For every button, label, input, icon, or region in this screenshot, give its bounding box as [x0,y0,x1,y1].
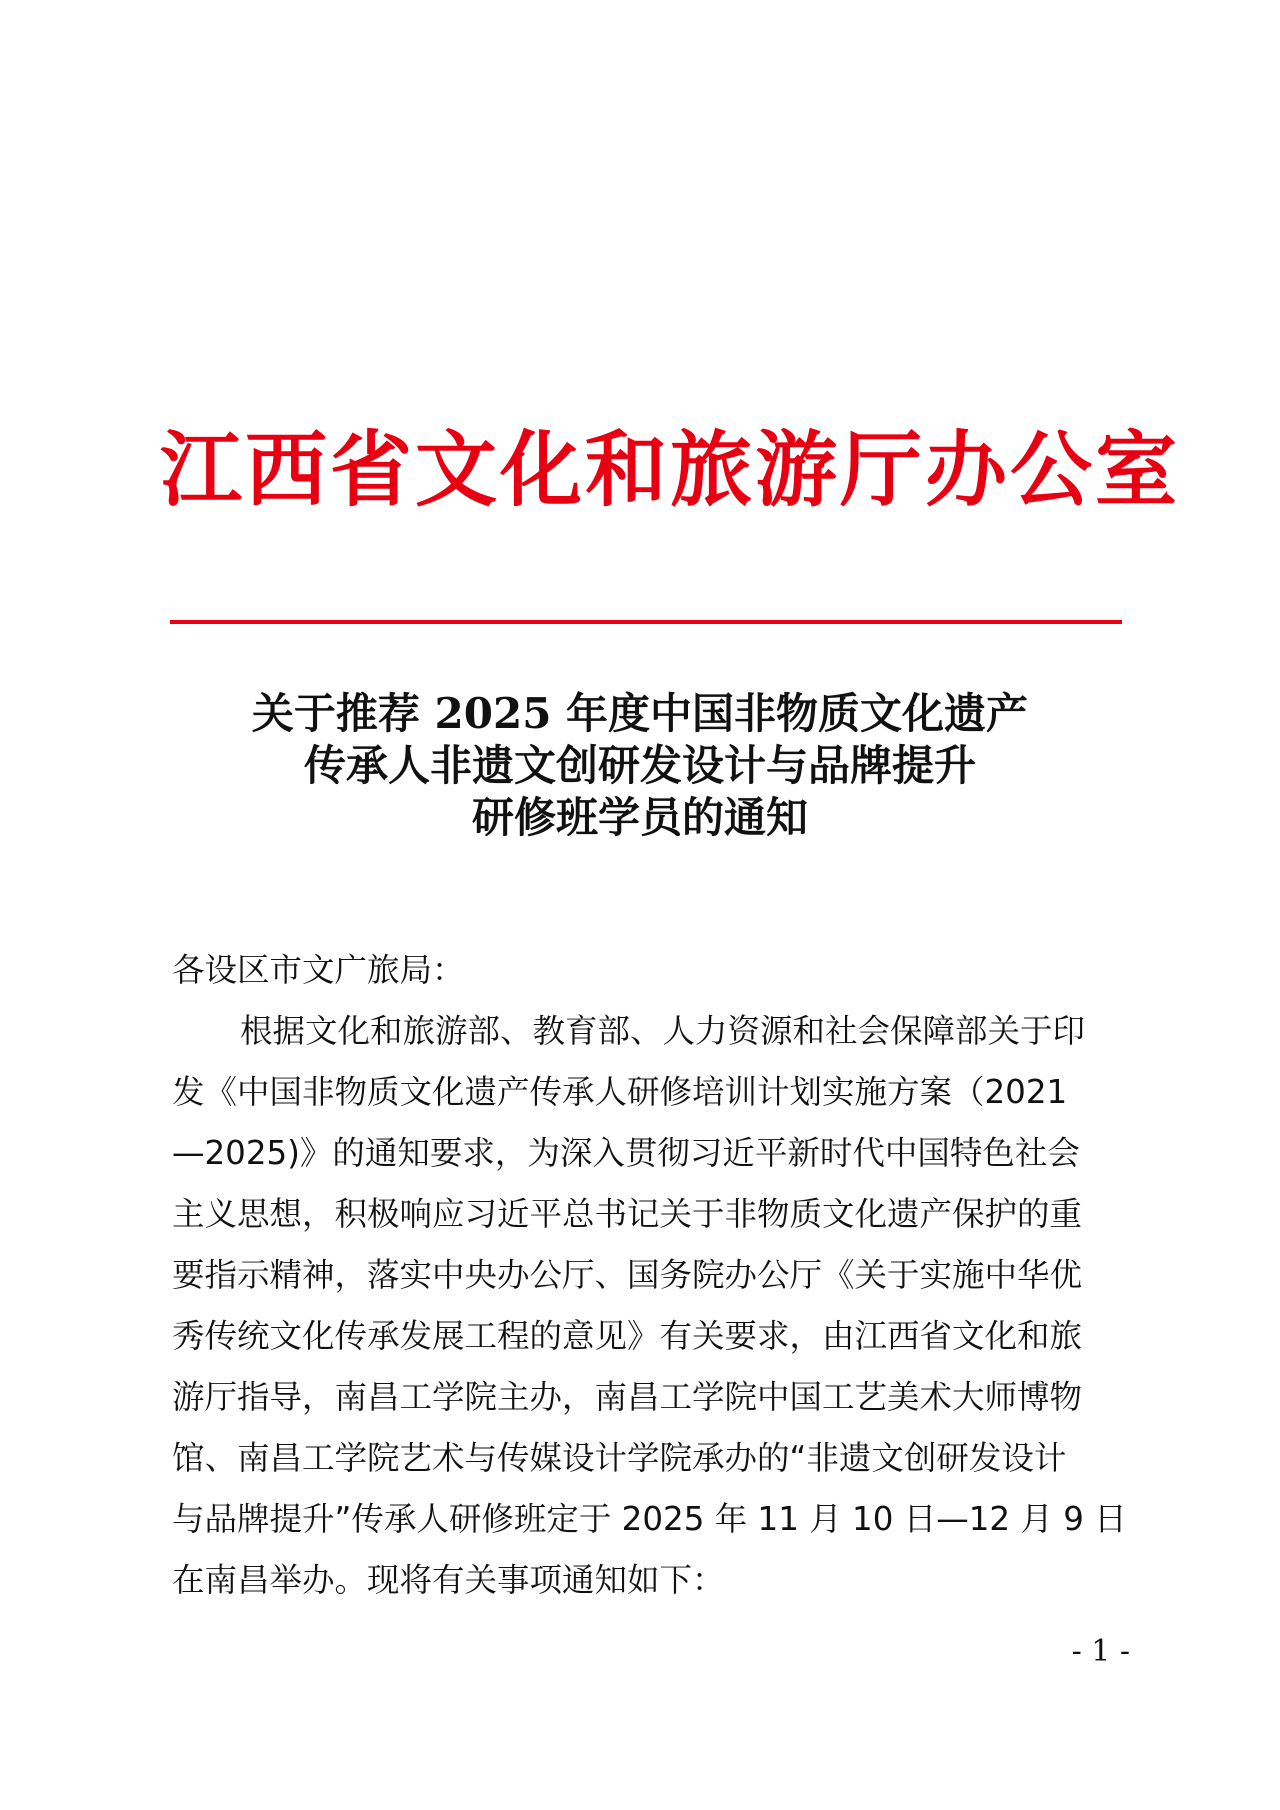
title-line-1: 关于推荐 2025 年度中国非物质文化遗产 [251,689,1029,738]
body-line-4: 主义思想，积极响应习近平总书记关于非物质文化遗产保护的重 [172,1195,1083,1233]
body-line-3: —2025)》的通知要求，为深入贯彻习近平新时代中国特色社会 [172,1134,1080,1172]
document-title [160,688,1120,844]
body-line-10: 在南昌举办。现将有关事项通知如下： [172,1561,725,1599]
page-number: - 1 - [1071,1634,1130,1669]
letterhead-red-rule [170,620,1122,624]
body-line-5: 要指示精神，落实中央办公厅、国务院办公厅《关于实施中华优 [172,1256,1083,1294]
body-line-7: 游厅指导，南昌工学院主办，南昌工学院中国工艺美术大师博物 [172,1378,1083,1416]
body-line-8: 馆、南昌工学院艺术与传媒设计学院承办的“非遗文创研发设计 [172,1439,1067,1477]
body-line-1: 根据文化和旅游部、教育部、人力资源和社会保障部关于印 [240,1012,1086,1050]
body-line-6: 秀传统文化传承发展工程的意见》有关要求，由江西省文化和旅 [172,1317,1083,1355]
title-line-3: 研修班学员的通知 [471,793,808,842]
body-line-2: 发《中国非物质文化遗产传承人研修培训计划实施方案（2021 [172,1073,1068,1111]
document-body [172,940,1127,1611]
salutation: 各设区市文广旅局： [172,951,465,989]
body-line-9: 与品牌提升”传承人研修班定于 2025 年 11 月 10 日—12 月 9 日 [172,1500,1127,1538]
letterhead-org-name: 江西省文化和旅游厅办公室 [160,422,1181,518]
title-line-2: 传承人非遗文创研发设计与品牌提升 [303,741,976,790]
